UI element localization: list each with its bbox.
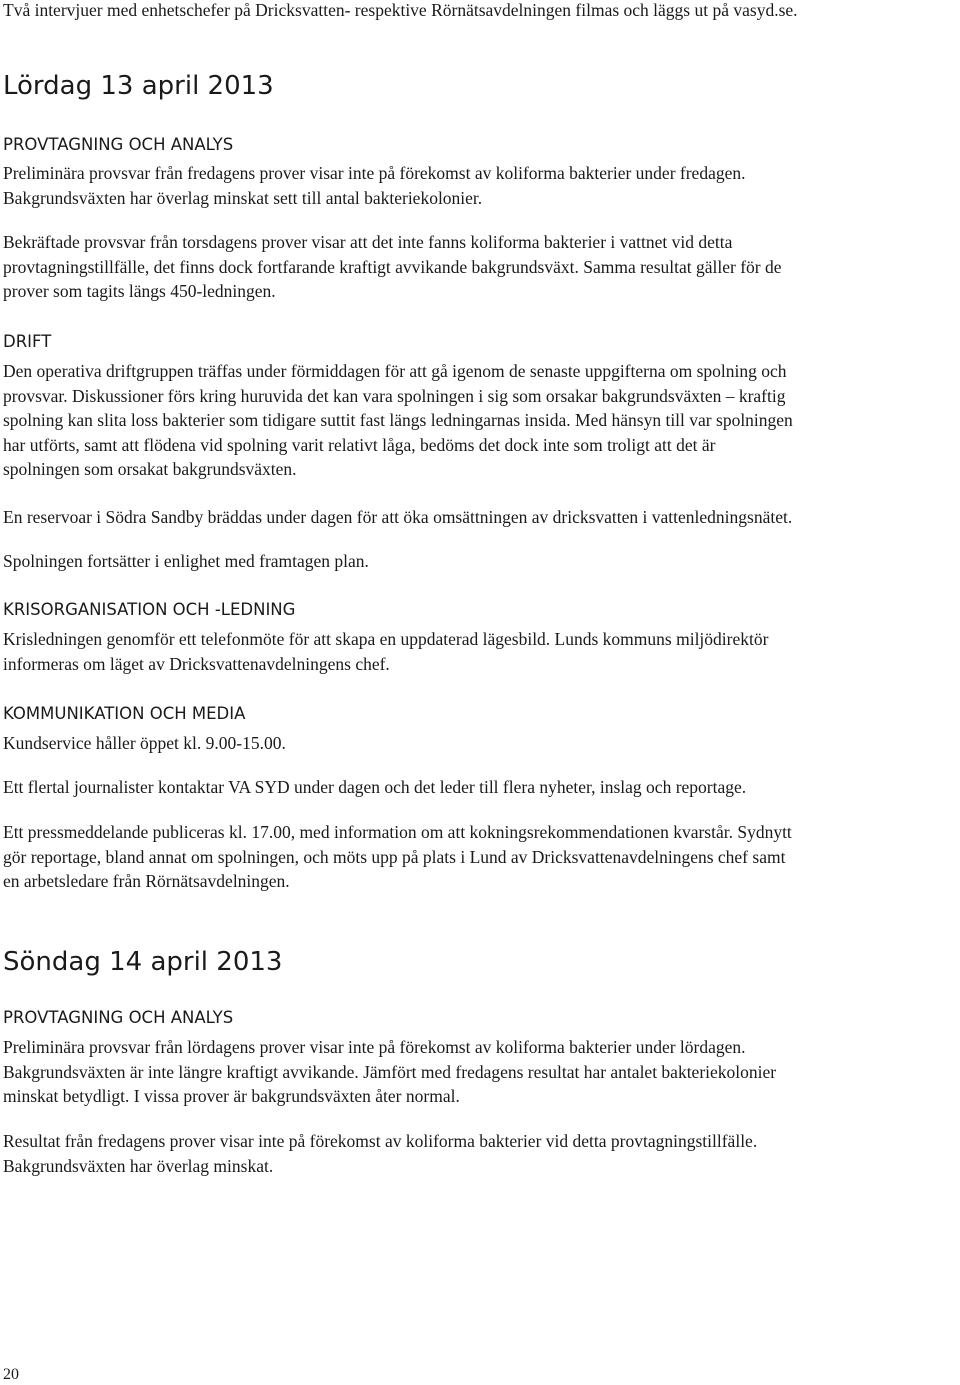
day-title-sunday: Söndag 14 april 2013 bbox=[3, 947, 283, 977]
text-line: En reservoar i Södra Sandby bräddas under dagen för att öka omsättningen av dricksvatten i vattenledningsnätet. bbox=[3, 507, 793, 527]
text-line: Bakgrundsväxten är inte längre kraftigt avvikande. Jämfört med fredagens resultat har antalet bakteriekolonier bbox=[3, 1061, 777, 1082]
paragraph bbox=[3, 775, 958, 800]
section-heading-krisorganisation: KRISORGANISATION OCH -LEDNING bbox=[3, 600, 296, 619]
text-line: gör reportage, bland annat om spolningen, och möts upp på plats i Lund av Dricksvattenavdelningens chef samt bbox=[3, 846, 786, 867]
text-line: spolning kan slita loss bakterier som tidigare suttit fast längs ledningarnas insida. Med hänsyn till var spolningen bbox=[3, 410, 793, 431]
paragraph bbox=[3, 505, 958, 530]
paragraph bbox=[3, 230, 958, 304]
text-line: Krisledningen genomför ett telefonmöte för att skapa en uppdaterad lägesbild. Lunds kommuns miljödirektör bbox=[3, 629, 769, 649]
text-line: Bakgrundsväxten har överlag minskat. bbox=[3, 1155, 274, 1176]
text-line: provsvar. Diskussioner förs kring huruvida det kan vara spolningen i sig som orsakar bakgrundsväxten – kraftig bbox=[3, 385, 786, 406]
day-title-saturday: Lördag 13 april 2013 bbox=[3, 71, 274, 101]
paragraph bbox=[3, 731, 958, 756]
paragraph bbox=[3, 549, 958, 574]
text-line: spolningen som orsakat bakgrundsväxten. bbox=[3, 459, 297, 480]
text-line: Bakgrundsväxten har överlag minskat sett till antal bakteriekolonier. bbox=[3, 187, 483, 208]
text-line: Preliminära provsvar från fredagens prover visar inte på förekomst av koliforma bakterier under fredagen. bbox=[3, 163, 746, 183]
text-line: provtagningstillfälle, det finns dock fortfarande kraftigt avvikande bakgrundsväxt. Samma resultat gäller för de bbox=[3, 256, 782, 277]
text-line: en arbetsledare från Rörnätsavdelningen. bbox=[3, 871, 290, 892]
text-line: Preliminära provsvar från lördagens prover visar inte på förekomst av koliforma bakterier under lördagen. bbox=[3, 1037, 746, 1057]
text-line: har utförts, samt att flödena vid spolning varit relativt låga, bedöms det dock inte som troligt att det är bbox=[3, 434, 716, 455]
text-line: Kundservice håller öppet kl. 9.00-15.00. bbox=[3, 733, 286, 753]
section-heading-provtagning: PROVTAGNING OCH ANALYS bbox=[3, 1008, 234, 1027]
text-line: prover som tagits längs 450-ledningen. bbox=[3, 281, 276, 302]
paragraph bbox=[3, 627, 958, 676]
section-heading-drift: DRIFT bbox=[3, 332, 52, 351]
text-line: minskat betydligt. I vissa prover är bakgrundsväxten åter normal. bbox=[3, 1086, 460, 1107]
text-line: informeras om läget av Dricksvattenavdelningens chef. bbox=[3, 653, 390, 674]
paragraph bbox=[3, 161, 958, 210]
text-line: Resultat från fredagens prover visar inte på förekomst av koliforma bakterier vid detta provtagningstillfälle. bbox=[3, 1131, 758, 1151]
paragraph bbox=[3, 359, 958, 482]
paragraph bbox=[3, 1035, 958, 1109]
intro-text: Två intervjuer med enhetschefer på Dricksvatten- respektive Rörnätsavdelningen filmas och läggs ut på vasyd.se. bbox=[3, 0, 798, 20]
paragraph bbox=[3, 820, 958, 894]
section-heading-kommunikation: KOMMUNIKATION OCH MEDIA bbox=[3, 704, 246, 723]
page-number: 20 bbox=[3, 1366, 19, 1383]
paragraph bbox=[3, 1129, 958, 1178]
text-line: Spolningen fortsätter i enlighet med framtagen plan. bbox=[3, 551, 369, 571]
section-heading-provtagning: PROVTAGNING OCH ANALYS bbox=[3, 135, 234, 154]
text-line: Ett flertal journalister kontaktar VA SYD under dagen och det leder till flera nyheter, inslag och reportage. bbox=[3, 777, 747, 797]
text-line: Bekräftade provsvar från torsdagens prover visar att det inte fanns koliforma bakterier i vattnet vid detta bbox=[3, 232, 733, 252]
text-line: Den operativa driftgruppen träffas under förmiddagen för att gå igenom de senaste uppgifterna om spolning och bbox=[3, 361, 787, 381]
text-line: Ett pressmeddelande publiceras kl. 17.00, med information om att kokningsrekommendationen kvarstår. Sydnytt bbox=[3, 822, 792, 842]
